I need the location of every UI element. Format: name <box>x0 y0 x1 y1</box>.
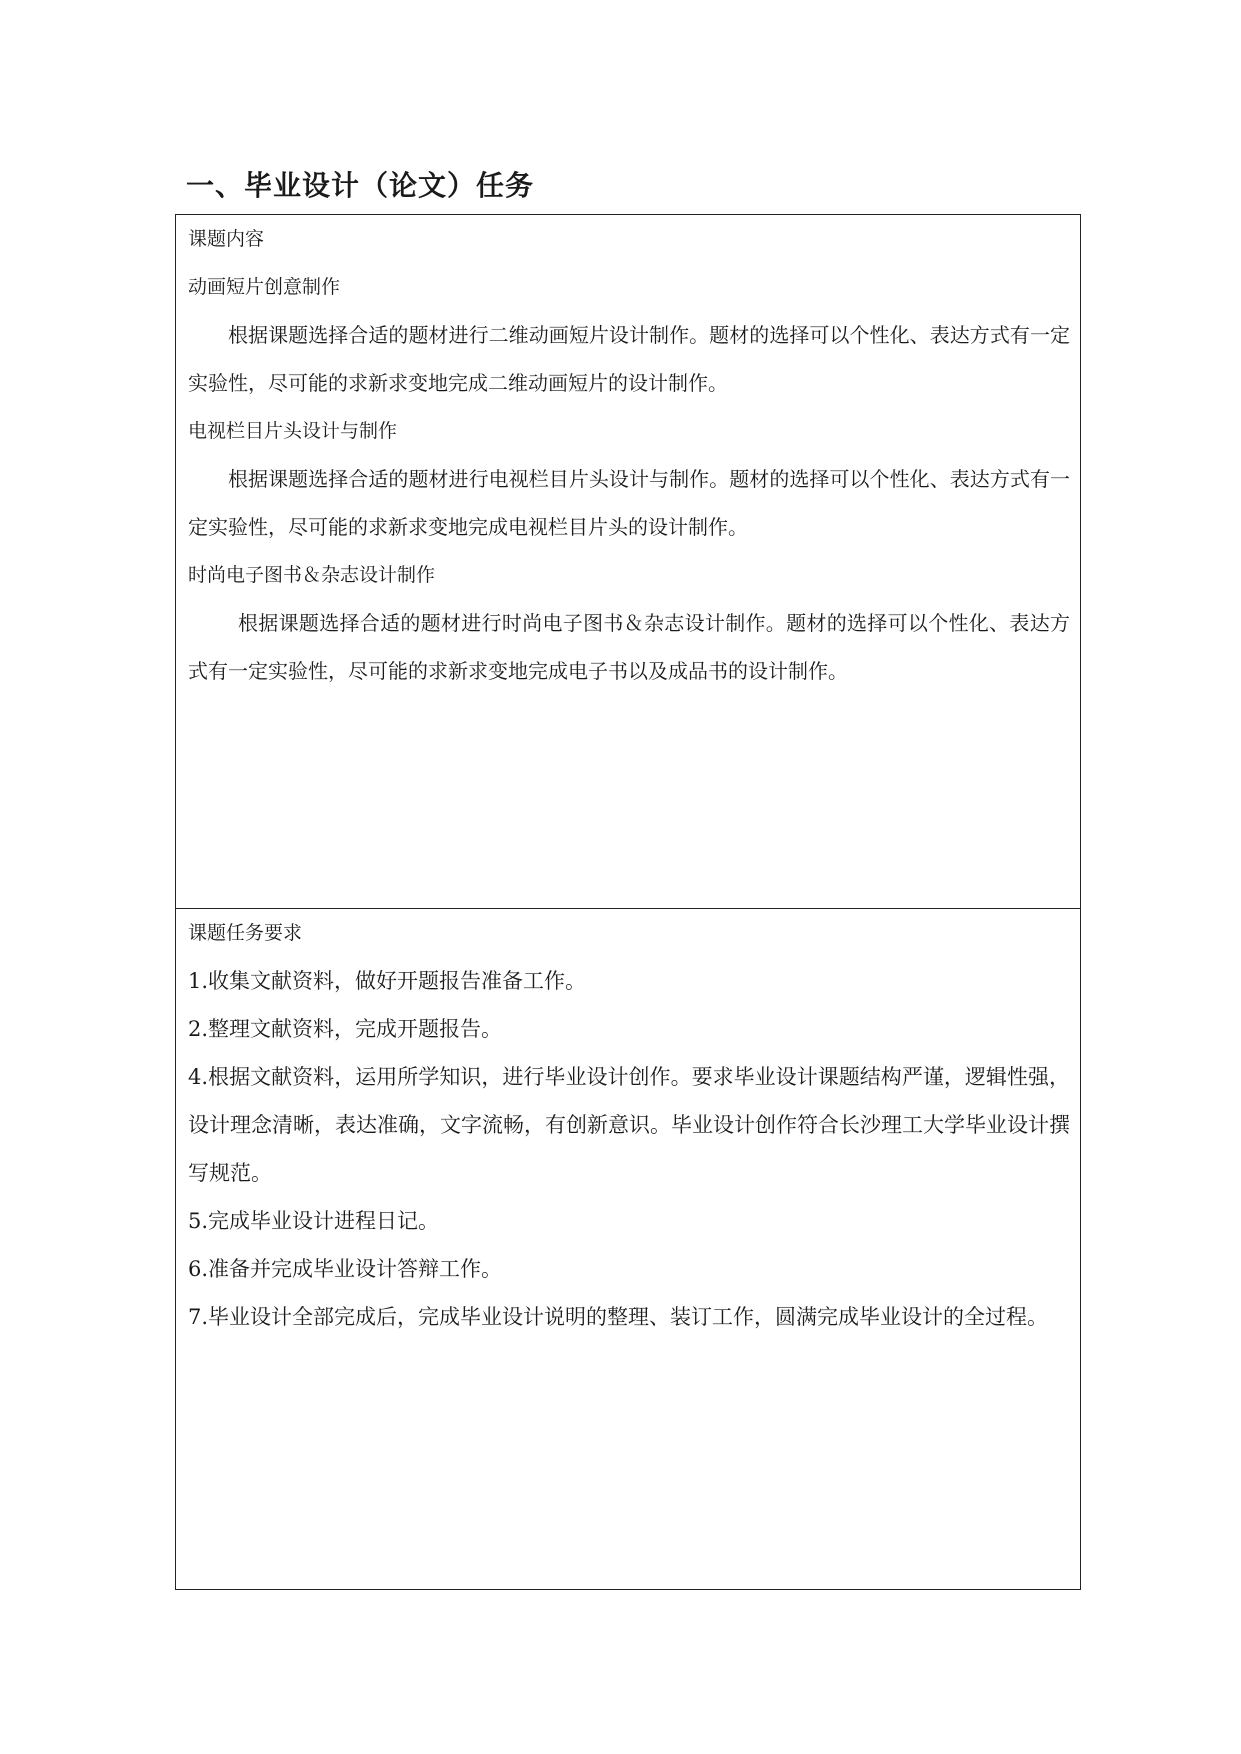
topic-description: 根据课题选择合适的题材进行二维动画短片设计制作。题材的选择可以个性化、表达方式有一定实验性，尽可能的求新求变地完成二维动画短片的设计制作。 <box>188 323 1070 395</box>
requirement-item: 6.准备并完成毕业设计答辩工作。 <box>188 1257 503 1281</box>
topic-title: 时尚电子图书＆杂志设计制作 <box>188 564 436 586</box>
content-section-label: 课题内容 <box>188 228 265 250</box>
requirements-section-label: 课题任务要求 <box>188 922 303 944</box>
requirement-item: 7.毕业设计全部完成后，完成毕业设计说明的整理、装订工作，圆满完成毕业设计的全过程。 <box>188 1305 1049 1329</box>
topic-title: 动画短片创意制作 <box>188 276 341 298</box>
requirement-item: 2.整理文献资料，完成开题报告。 <box>188 1017 503 1041</box>
requirement-item: 1.收集文献资料，做好开题报告准备工作。 <box>188 969 587 993</box>
topic-title: 电视栏目片头设计与制作 <box>188 420 398 442</box>
content-section <box>176 215 1080 909</box>
requirement-item: 5.完成毕业设计进程日记。 <box>188 1209 440 1233</box>
requirements-section <box>176 909 1080 1589</box>
task-table <box>175 214 1081 1590</box>
requirement-item: 4.根据文献资料，运用所学知识，进行毕业设计创作。要求毕业设计课题结构严谨，逻辑性强，设计理念清晰，表达准确，文字流畅，有创新意识。毕业设计创作符合长沙理工大学毕业设计撰写规范。 <box>188 1065 1070 1185</box>
topic-description: 根据课题选择合适的题材进行电视栏目片头设计与制作。题材的选择可以个性化、表达方式有一定实验性，尽可能的求新求变地完成电视栏目片头的设计制作。 <box>188 467 1070 539</box>
page-title: 一、毕业设计（论文）任务 <box>186 169 535 202</box>
topic-description: 根据课题选择合适的题材进行时尚电子图书＆杂志设计制作。题材的选择可以个性化、表达方式有一定实验性，尽可能的求新求变地完成电子书以及成品书的设计制作。 <box>188 611 1070 683</box>
